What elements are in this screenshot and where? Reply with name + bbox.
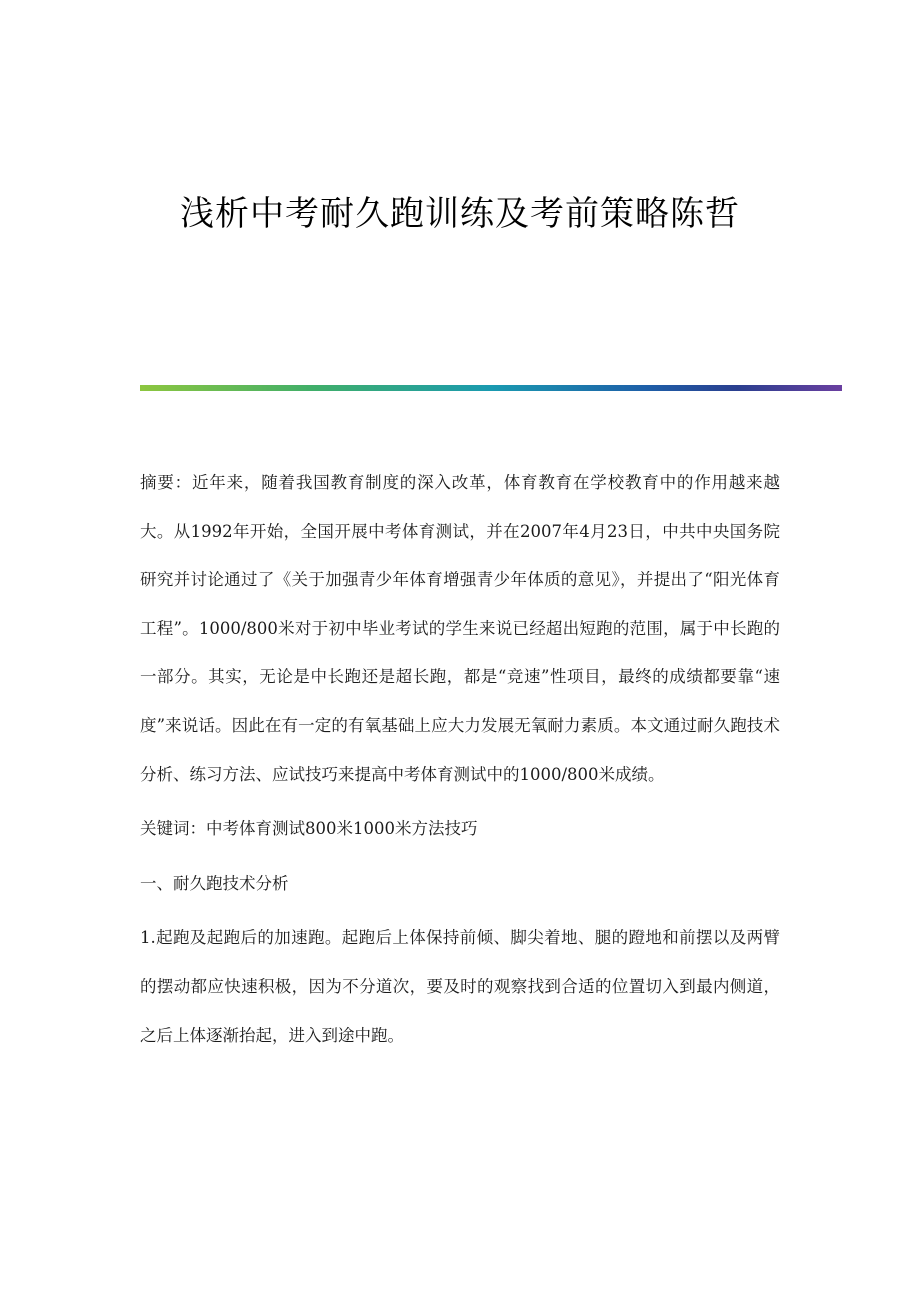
section-heading: 一、耐久跑技术分析	[140, 873, 289, 893]
body-paragraph: 1.起跑及起跑后的加速跑。起跑后上体保持前倾、脚尖着地、腿的蹬地和前摆以及两臂的摆动都应快速积极，因为不分道次，要及时的观察找到合适的位置切入到最内侧道，之后上体逐渐抬起，进入到途中跑。	[140, 928, 780, 1045]
abstract-paragraph: 摘要：近年来，随着我国教育制度的深入改革，体育教育在学校教育中的作用越来越大。从1992年开始，全国开展中考体育测试，并在2007年4月23日，中共中央国务院研究并讨论通过了《关于加强青少年体育增强青少年体质的意见》，并提出了“阳光体育工程”。1000/800米对于初中毕业考试的学生来说已经超出短跑的范围，属于中长跑的一部分。其实，无论是中长跑还是超长跑，都是“竞速”性项目，最终的成绩都要靠“速度”来说话。因此在有一定的有氧基础上应大力发展无氧耐力素质。本文通过耐久跑技术分析、练习方法、应试技巧来提高中考体育测试中的1000/800米成绩。	[140, 473, 780, 784]
document-body	[140, 459, 780, 1060]
title-divider	[140, 385, 842, 391]
keywords-line: 关键词：中考体育测试800米1000米方法技巧	[140, 819, 478, 839]
document-title: 浅析中考耐久跑训练及考前策略陈哲	[180, 194, 740, 234]
